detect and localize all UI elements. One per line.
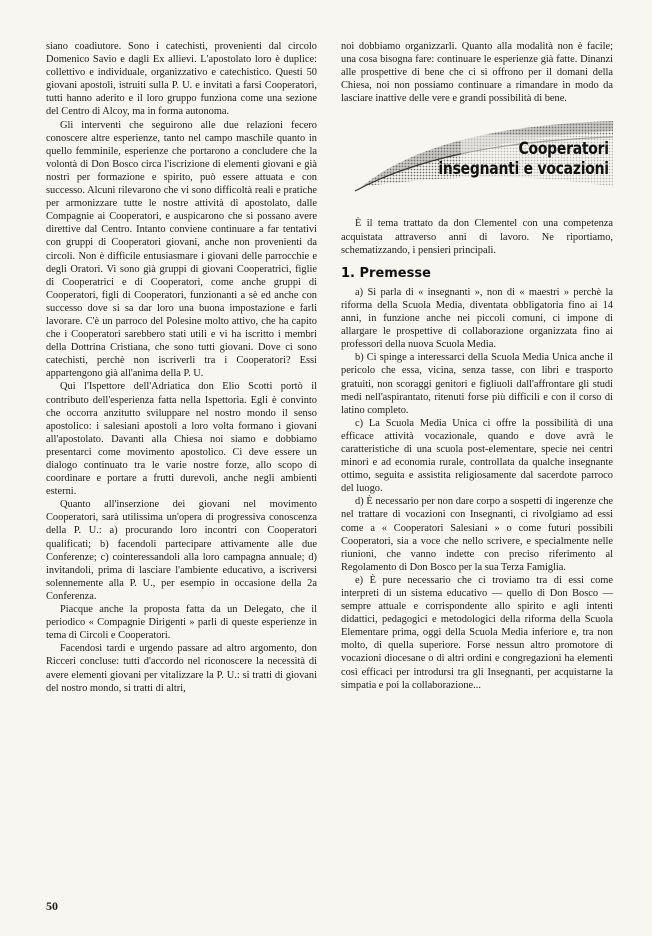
- paragraph: Piacque anche la proposta fatta da un Delegato, che il periodico « Compagnie Dirigenti » parli di queste esperienze in tema di Circoli e Cooperatori.: [46, 604, 317, 642]
- paragraph: e) È pure necessario che ci troviamo tra di essi come interpreti di un sistema educativo — quello di Don Bosco — sempre attuale e corrispondente allo spirito e agli intenti didattici, pedagogici e metodologici della riforma della Scuola Elementare prima, oggi della Scuola Media inferiore e, tra non molto, di quella superiore. Forse nessun altro promotore di vocazioni diocesane o di altri ordini e congregazioni ha elementi così efficaci per introdursi tra gli Insegnanti, per acquistarne la simpatia e poi la collaborazione...: [341, 574, 613, 691]
- paragraph: d) È necessario per non dare corpo a sospetti di ingerenze che nel trattare di vocazioni con Insegnanti, ci rivolgiamo ad essi come a « Cooperatori Salesiani » o come futuri possibili Cooperatori, sia a voce che nello scrivere, e specialmente nelle riunioni, che vanno indette con preciso riferimento al Regolamento di Don Bosco per la sua Terza Famiglia.: [341, 496, 613, 573]
- title-line-2: insegnanti e vocazioni: [438, 159, 609, 180]
- paragraph: Gli interventi che seguirono alle due relazioni fecero conoscere altre esperienze, tanto nel campo maschile quanto in quello femminile, esperienze che portarono a concludere che la volontà di Don Bosco circa l'iscrizione di elementi giovani e già nostri per formazione e spirito, può essere attuata e con successo. Alcuni rilevarono che vi sono difficoltà reali e pratiche per armonizzare tutte le nostre attività di apostolato, dalle Compagnie ai Cooperatori, e auspicarono che si possano avere direttive dal Centro. Intanto conviene continuare a far tentativi con gruppi di Cooperatori giovani, anche non provenienti da circoli. Non è difficile entusiasmare i giovani delle parrocchie e degli Oratori. Vi sono già gruppi di giovani Cooperatrici, figlie di Cooperatrici e di Cooperatori, come anche gruppi di Cooperatori, figli di Cooperatori, funzionanti a sè ed anche con successo dove si sa dar loro una buona impostazione e farli lavorare. C'è un parroco del Polesine molto attivo, che ha capito che i Cooperatori sarebbero stati utili e vi ha iscritto i membri della Dottrina Cristiana, che sono tutti giovani. Dove ci sono catechisti, perchè non iscriverli tra i Cooperatori? Essi appartengono già all'anima della P. U.: [46, 119, 317, 380]
- list-item: [341, 495, 613, 574]
- paragraph: Qui l'Ispettore dell'Adriatica don Elio Scotti portò il contributo dell'esperienza fatta nella Ispettoria. Egli è convinto che occorra anzitutto sviluppare nel nostro mondo il senso apostolico: i salesiani apostoli a loro volta formano i giovani all'apostolato. Davanti alla Chiesa noi siamo e dobbiamo presentarci come movimento apostolico. Ci deve essere un dialogo continuato tra le varie nostre forze, allo scopo di coordinare e portare a frutti durevoli, anche negli ambienti esterni.: [46, 381, 317, 498]
- paragraph: b) Ci spinge a interessarci della Scuola Media Unica anche il pericolo che essa, vicina, senza tasse, con libri e trasporto gratuiti, non scoraggi genitori e figliuoli dall'affrontare gli studi medi nell'aspirantato, ritenuti forse più difficili e con il corso di latino completo.: [341, 352, 613, 416]
- paragraph: c) La Scuola Media Unica ci offre la possibilità di una efficace attività vocazionale, quando e dove avrà le caratteristiche di una scuola post-elementare, specie nei centri minori e ad economia rurale, controllata da qualche insegnante ottimo, seguita e assistita religiosamente dal sacerdote parroco del luogo.: [341, 417, 613, 495]
- paragraph: noi dobbiamo organizzarli. Quanto alla modalità non è facile; una cosa bisogna fare: continuare le esperienze già fatte. Dinanzi alle prospettive di bene che ci si offrono per il domani della Chiesa, noi non possiamo continuare a rimandare in modo da lasciare inattive delle vere e grandi possibilità di bene.: [341, 41, 613, 105]
- title-line-1: Cooperatori: [518, 139, 609, 160]
- left-column: [46, 40, 317, 695]
- right-column: [341, 40, 613, 692]
- article-header: [341, 117, 613, 203]
- list-item: [341, 351, 613, 416]
- list-item: [341, 417, 613, 496]
- page-number: 50: [46, 899, 58, 913]
- section-heading: 1. Premesse: [341, 265, 431, 281]
- paragraph: a) Si parla di « insegnanti », non di « maestri » perchè la riforma della Scuola Media, diventata obbligatoria fino ai 14 anni, in funzione anche nei piccoli comuni, ci impone di allargare le prospettive di collaborazione organizzata fino ai professori della nuova Scuola Media.: [341, 286, 613, 351]
- paragraph: Facendosi tardi e urgendo passare ad altro argomento, don Ricceri concluse: tutti d'accordo nel riconoscere la necessità di avere elementi giovani per vitalizzare la P. U.: si tratti di giovani del nostro mondo, si tratti di altri,: [46, 643, 317, 694]
- article-title: [439, 139, 609, 179]
- lead-paragraph: È il tema trattato da don Clementel con una competenza acquistata attraverso anni di lavoro. Ne riportiamo, schematizzando, i pensieri principali.: [341, 218, 613, 256]
- list-item: [341, 574, 613, 692]
- list-item: [341, 286, 613, 351]
- paragraph: siano coadiutore. Sono i catechisti, provenienti dal circolo Domenico Savio e dagli Ex allievi. L'apostolato loro è duplice: collettivo e individuale, organizzativo e catechistico. Questi 50 giovani apostoli, istruiti sulla P. U. e invitati a farsi Cooperatori, tutti hanno aderito e il loro gruppo funziona come una sezione del Centro di Alcoy, ma in forma autonoma.: [46, 41, 317, 118]
- paragraph: Quanto all'inserzione dei giovani nel movimento Cooperatori, sarà utilissima un'opera di progressiva conoscenza della P. U.: a) procurando loro incontri con Cooperatori qualificati; b) facendoli partecipare attivamente alle due Conferenze; c) cointeressandoli alla loro campagna annuale; d) invitandoli, prima di lasciare l'ambiente educativo, a iscriversi solennemente alla P. U., per esempio in occasione della 2a Conferenza.: [46, 499, 317, 602]
